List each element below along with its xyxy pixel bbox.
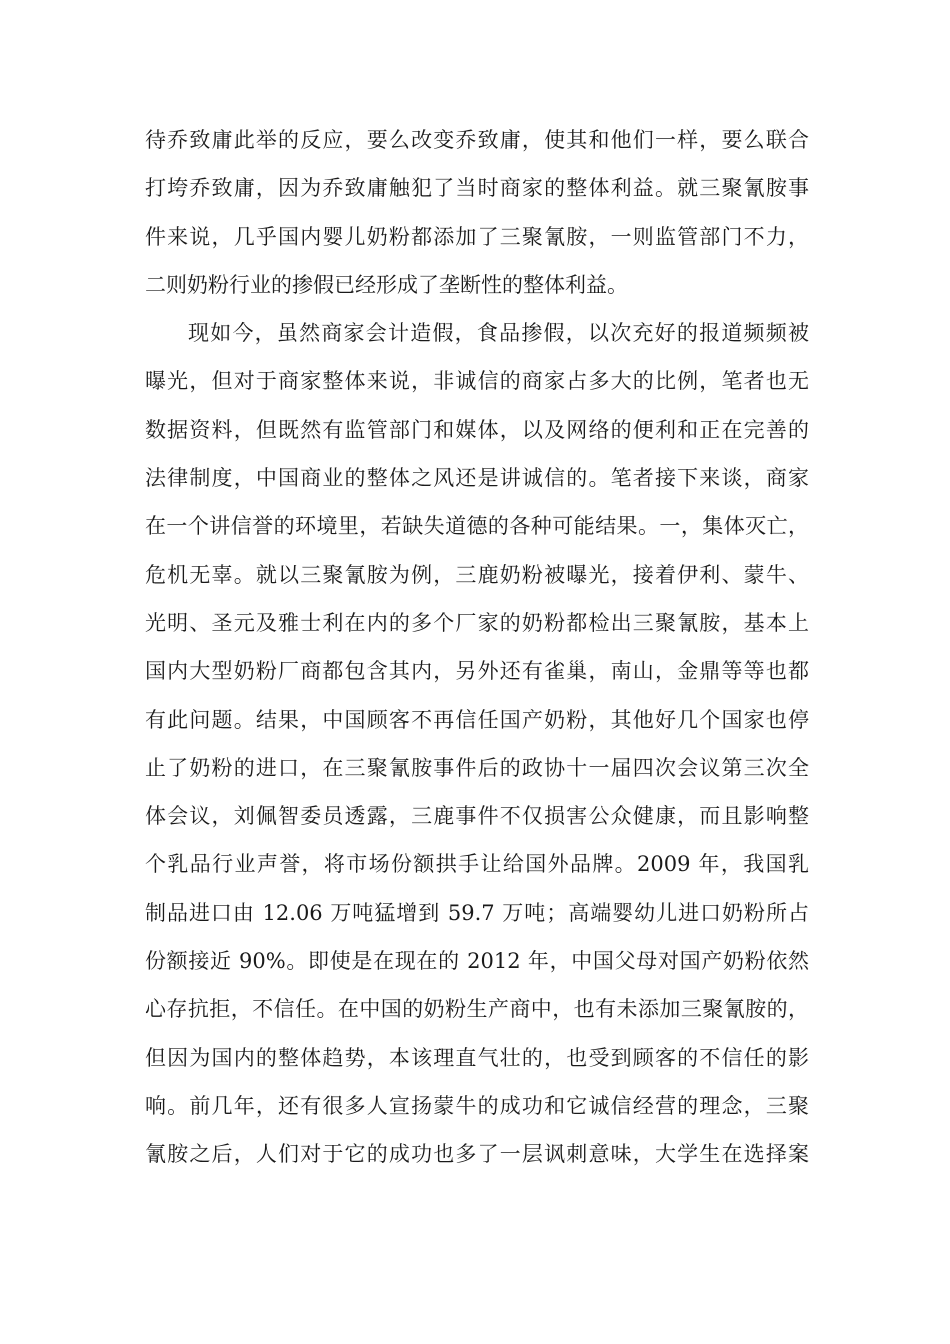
text-line: 份额接近 90%。即使是在现在的 2012 年，中国父母对国产奶粉依然	[145, 949, 809, 974]
text-line: 国内大型奶粉厂商都包含其内，另外还有雀巢，南山，金鼎等等也都	[145, 659, 809, 684]
text-line: 二则奶粉行业的掺假已经形成了垄断性的整体利益。	[145, 272, 628, 297]
text-line: 止了奶粉的进口，在三聚氰胺事件后的政协十一届四次会议第三次全	[145, 755, 809, 780]
text-line: 响。前几年，还有很多人宣扬蒙牛的成功和它诚信经营的理念，三聚	[145, 1093, 809, 1118]
text-line: 法律制度，中国商业的整体之风还是讲诚信的。笔者接下来谈，商家	[145, 466, 809, 491]
text-line: 危机无辜。就以三聚氰胺为例，三鹿奶粉被曝光，接着伊利、蒙牛、	[145, 562, 809, 587]
body-text	[145, 116, 809, 1179]
text-line: 曝光，但对于商家整体来说，非诚信的商家占多大的比例，笔者也无	[145, 369, 809, 394]
text-line: 体会议，刘佩智委员透露，三鹿事件不仅损害公众健康，而且影响整	[145, 804, 809, 829]
text-line: 打垮乔致庸，因为乔致庸触犯了当时商家的整体利益。就三聚氰胺事	[145, 176, 809, 201]
text-line: 待乔致庸此举的反应，要么改变乔致庸，使其和他们一样，要么联合	[145, 128, 809, 152]
text-line: 但因为国内的整体趋势，本该理直气壮的，也受到顾客的不信任的影	[145, 1045, 809, 1070]
text-line: 有此问题。结果，中国顾客不再信任国产奶粉，其他好几个国家也停	[145, 707, 809, 732]
text-line: 数据资料，但既然有监管部门和媒体，以及网络的便利和正在完善的	[145, 417, 809, 442]
text-line: 氰胺之后，人们对于它的成功也多了一层讽刺意味，大学生在选择案	[145, 1142, 809, 1167]
text-line: 个乳品行业声誉，将市场份额拱手让给国外品牌。2009 年，我国乳	[145, 852, 809, 877]
text-line: 制品进口由 12.06 万吨猛增到 59.7 万吨；高端婴幼儿进口奶粉所占	[145, 900, 809, 925]
text-line: 在一个讲信誉的环境里，若缺失道德的各种可能结果。一，集体灭亡，	[145, 514, 809, 539]
text-line: 心存抗拒，不信任。在中国的奶粉生产商中，也有未添加三聚氰胺的，	[145, 997, 809, 1022]
text-line: 件来说，几乎国内婴儿奶粉都添加了三聚氰胺，一则监管部门不力，	[145, 224, 809, 249]
text-line: 光明、圣元及雅士利在内的多个厂家的奶粉都检出三聚氰胺，基本上	[145, 610, 809, 635]
paragraph-first-line: 现如今，虽然商家会计造假，食品掺假，以次充好的报道频频被	[188, 321, 809, 346]
